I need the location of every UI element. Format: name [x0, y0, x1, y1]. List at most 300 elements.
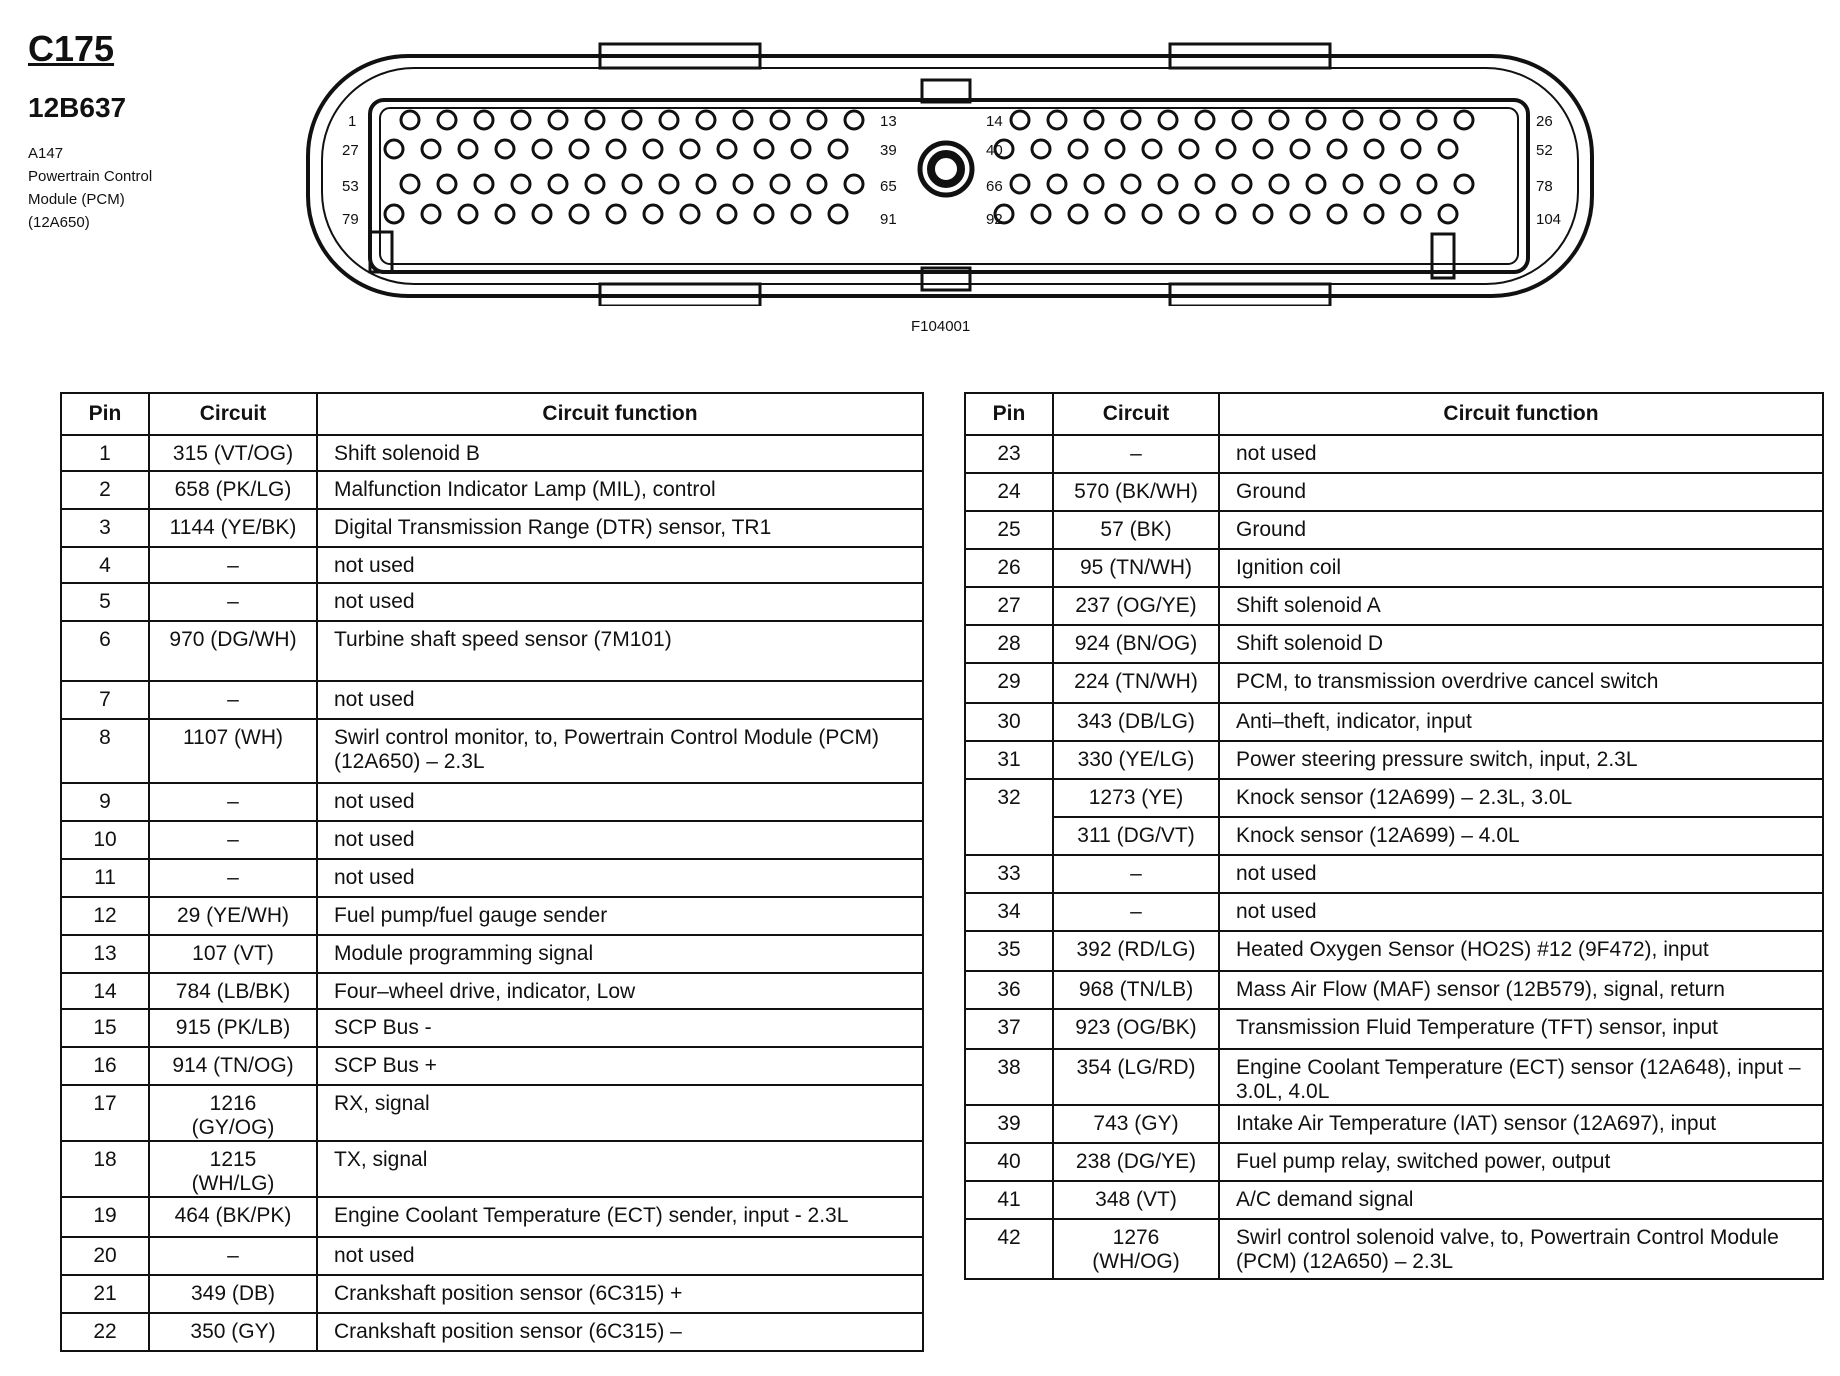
function-cell: Fuel pump relay, switched power, output: [1219, 1143, 1823, 1181]
pin-hole: [829, 205, 847, 223]
pin-cell: 25: [965, 511, 1053, 549]
function-cell: Engine Coolant Temperature (ECT) sensor (12A648), input – 3.0L, 4.0L: [1219, 1049, 1823, 1105]
pin-hole: [1032, 205, 1050, 223]
circuit-cell: 349 (DB): [149, 1275, 317, 1313]
function-cell: Anti–theft, indicator, input: [1219, 703, 1823, 741]
pin-hole: [718, 140, 736, 158]
pin-hole: [401, 175, 419, 193]
circuit-cell: 107 (VT): [149, 935, 317, 973]
pin-hole: [1291, 205, 1309, 223]
pin-hole: [623, 111, 641, 129]
pin-hole: [1196, 175, 1214, 193]
table-row: [61, 973, 923, 1009]
pin-cell: 14: [61, 973, 149, 1009]
pin-hole: [401, 111, 419, 129]
pin-cell: 4: [61, 547, 149, 583]
pin-hole: [644, 205, 662, 223]
function-cell: not used: [317, 681, 923, 719]
pin-hole: [496, 205, 514, 223]
figure-id: F104001: [911, 318, 971, 335]
pin-hole: [1328, 205, 1346, 223]
table-row: [61, 1197, 923, 1237]
table-row: [965, 549, 1823, 587]
pin-cell: 20: [61, 1237, 149, 1275]
pin-hole: [607, 140, 625, 158]
table-row: [61, 1009, 923, 1047]
circuit-cell: 968 (TN/LB): [1053, 971, 1219, 1009]
pin-hole: [792, 205, 810, 223]
table-row: [965, 1105, 1823, 1143]
function-cell: PCM, to transmission overdrive cancel switch: [1219, 663, 1823, 703]
pin-hole: [1180, 140, 1198, 158]
pin-cell: 11: [61, 859, 149, 897]
connector-housing: [308, 44, 1592, 306]
table-row: [965, 855, 1823, 893]
pin-hole: [1402, 205, 1420, 223]
table-row: [61, 681, 923, 719]
circuit-cell: –: [149, 583, 317, 621]
circuit-cell: 784 (LB/BK): [149, 973, 317, 1009]
table-row: [61, 1141, 923, 1197]
pin-hole: [660, 111, 678, 129]
circuit-cell: –: [149, 859, 317, 897]
pin-cell: 16: [61, 1047, 149, 1085]
table-row: [965, 779, 1823, 817]
pin-hole: [533, 205, 551, 223]
circuit-cell: 1276 (WH/OG): [1053, 1219, 1219, 1279]
pin-cell: 42: [965, 1219, 1053, 1279]
table-row: [965, 971, 1823, 1009]
pin-hole: [1307, 111, 1325, 129]
circuit-cell: 570 (BK/WH): [1053, 473, 1219, 511]
pin-hole: [438, 175, 456, 193]
pin-hole: [1085, 175, 1103, 193]
pin-cell: 21: [61, 1275, 149, 1313]
pin-hole: [1048, 111, 1066, 129]
pin-hole: [1217, 140, 1235, 158]
pin-hole: [1069, 205, 1087, 223]
pin-hole: [755, 140, 773, 158]
pin-hole: [549, 175, 567, 193]
pin-hole: [422, 205, 440, 223]
pin-cell: 5: [61, 583, 149, 621]
function-column-header: Circuit function: [1219, 393, 1823, 435]
function-cell: not used: [1219, 855, 1823, 893]
pin-hole: [1381, 175, 1399, 193]
pin-cell: 12: [61, 897, 149, 935]
function-cell: Power steering pressure switch, input, 2.3L: [1219, 741, 1823, 779]
pin-hole: [1418, 111, 1436, 129]
pin-hole: [1122, 175, 1140, 193]
table-row: [61, 897, 923, 935]
pin-hole: [1365, 140, 1383, 158]
connector-header: [28, 28, 152, 234]
pin-hole: [1159, 111, 1177, 129]
pin-hole: [422, 140, 440, 158]
table-row: [61, 1275, 923, 1313]
pin-cell: 19: [61, 1197, 149, 1237]
pin-cell: 40: [965, 1143, 1053, 1181]
pin-label: 104: [1536, 211, 1562, 228]
pin-hole: [1344, 111, 1362, 129]
table-row: [965, 1219, 1823, 1279]
pin-hole: [459, 140, 477, 158]
table-row: [61, 547, 923, 583]
circuit-cell: 924 (BN/OG): [1053, 625, 1219, 663]
table-row: [61, 1047, 923, 1085]
pin-hole: [438, 111, 456, 129]
circuit-cell: 350 (GY): [149, 1313, 317, 1351]
pin-cell: 7: [61, 681, 149, 719]
circuit-cell: 1273 (YE): [1053, 779, 1219, 817]
pin-label: 66: [986, 178, 1003, 195]
pin-label: 79: [342, 211, 359, 228]
function-cell: A/C demand signal: [1219, 1181, 1823, 1219]
function-cell: Four–wheel drive, indicator, Low: [317, 973, 923, 1009]
description-line: A147: [28, 145, 64, 162]
pin-hole: [734, 175, 752, 193]
function-cell: Module programming signal: [317, 935, 923, 973]
table-row: [965, 511, 1823, 549]
pin-hole: [1106, 205, 1124, 223]
function-cell: Knock sensor (12A699) – 2.3L, 3.0L: [1219, 779, 1823, 817]
pin-cell: 36: [965, 971, 1053, 1009]
function-cell: Shift solenoid A: [1219, 587, 1823, 625]
circuit-cell: –: [149, 681, 317, 719]
circuit-cell: 311 (DG/VT): [1053, 817, 1219, 855]
pin-hole: [1011, 111, 1029, 129]
pin-hole: [459, 205, 477, 223]
function-cell: Crankshaft position sensor (6C315) +: [317, 1275, 923, 1313]
circuit-cell: 29 (YE/WH): [149, 897, 317, 935]
pin-hole: [1439, 140, 1457, 158]
table-row: [965, 473, 1823, 511]
pin-cell: 33: [965, 855, 1053, 893]
pin-hole: [1069, 140, 1087, 158]
pin-table-left: [60, 392, 924, 1352]
circuit-cell: 1215 (WH/LG): [149, 1141, 317, 1197]
pin-cell: [965, 817, 1053, 855]
pin-label: 39: [880, 142, 897, 159]
pin-cell: 41: [965, 1181, 1053, 1219]
circuit-cell: 1216 (GY/OG): [149, 1085, 317, 1141]
pin-cell: 10: [61, 821, 149, 859]
pin-label: 1: [348, 113, 357, 130]
table-row: [61, 621, 923, 681]
pin-cell: 18: [61, 1141, 149, 1197]
function-cell: Shift solenoid D: [1219, 625, 1823, 663]
table-row: [61, 935, 923, 973]
pin-cell: 27: [965, 587, 1053, 625]
function-cell: TX, signal: [317, 1141, 923, 1197]
pin-cell: 29: [965, 663, 1053, 703]
pin-hole: [512, 111, 530, 129]
function-cell: Swirl control monitor, to, Powertrain Control Module (PCM) (12A650) – 2.3L: [317, 719, 923, 783]
pin-hole: [570, 140, 588, 158]
pin-hole: [533, 140, 551, 158]
pin-hole: [1180, 205, 1198, 223]
table-header-row: [61, 393, 923, 435]
function-cell: Malfunction Indicator Lamp (MIL), control: [317, 471, 923, 509]
circuit-cell: 464 (BK/PK): [149, 1197, 317, 1237]
circuit-column-header: Circuit: [149, 393, 317, 435]
pin-hole: [697, 111, 715, 129]
pin-label: 91: [880, 211, 897, 228]
function-cell: Engine Coolant Temperature (ECT) sender, input - 2.3L: [317, 1197, 923, 1237]
circuit-cell: 743 (GY): [1053, 1105, 1219, 1143]
pin-hole: [1381, 111, 1399, 129]
pin-label: 40: [986, 142, 1003, 159]
function-cell: Ignition coil: [1219, 549, 1823, 587]
pin-hole: [1011, 175, 1029, 193]
pin-hole: [607, 205, 625, 223]
pin-hole: [1233, 175, 1251, 193]
pin-hole: [1291, 140, 1309, 158]
circuit-cell: 237 (OG/YE): [1053, 587, 1219, 625]
description-line: Module (PCM): [28, 191, 125, 208]
table-row: [61, 783, 923, 821]
function-cell: not used: [317, 821, 923, 859]
pin-hole: [475, 111, 493, 129]
pin-hole: [1122, 111, 1140, 129]
pin-hole: [1233, 111, 1251, 129]
table-row: [965, 1049, 1823, 1105]
polarization-key: [920, 143, 972, 195]
pin-hole: [808, 111, 826, 129]
function-cell: Transmission Fluid Temperature (TFT) sensor, input: [1219, 1009, 1823, 1049]
circuit-cell: 354 (LG/RD): [1053, 1049, 1219, 1105]
table-row: [965, 1009, 1823, 1049]
circuit-cell: 923 (OG/BK): [1053, 1009, 1219, 1049]
function-cell: not used: [1219, 893, 1823, 931]
pin-hole: [771, 111, 789, 129]
pin-hole: [771, 175, 789, 193]
pin-cell: 38: [965, 1049, 1053, 1105]
function-cell: Digital Transmission Range (DTR) sensor, TR1: [317, 509, 923, 547]
function-cell: not used: [1219, 435, 1823, 473]
pin-label: 13: [880, 113, 897, 130]
function-cell: Turbine shaft speed sensor (7M101): [317, 621, 923, 681]
pin-cell: 37: [965, 1009, 1053, 1049]
pin-hole: [1032, 140, 1050, 158]
function-cell: Knock sensor (12A699) – 4.0L: [1219, 817, 1823, 855]
pin-hole: [792, 140, 810, 158]
pin-cell: 3: [61, 509, 149, 547]
table-row: [965, 741, 1823, 779]
pin-label: 92: [986, 211, 1003, 228]
function-cell: Mass Air Flow (MAF) sensor (12B579), signal, return: [1219, 971, 1823, 1009]
description-line: Powertrain Control: [28, 168, 153, 185]
pin-hole: [718, 205, 736, 223]
pin-hole: [660, 175, 678, 193]
pin-hole: [1270, 111, 1288, 129]
circuit-cell: 343 (DB/LG): [1053, 703, 1219, 741]
pin-hole: [1196, 111, 1214, 129]
pin-hole: [734, 111, 752, 129]
pin-cell: 39: [965, 1105, 1053, 1143]
pin-hole: [1217, 205, 1235, 223]
part-number: 12B637: [28, 92, 127, 123]
pin-hole: [1328, 140, 1346, 158]
pin-hole: [845, 175, 863, 193]
function-cell: Fuel pump/fuel gauge sender: [317, 897, 923, 935]
function-column-header: Circuit function: [317, 393, 923, 435]
table-row: [61, 1313, 923, 1351]
description-line: (12A650): [28, 214, 90, 231]
pin-hole: [1455, 111, 1473, 129]
table-row: [965, 435, 1823, 473]
pin-cell: 13: [61, 935, 149, 973]
circuit-cell: 348 (VT): [1053, 1181, 1219, 1219]
circuit-cell: 658 (PK/LG): [149, 471, 317, 509]
pin-hole: [1455, 175, 1473, 193]
pin-cell: 15: [61, 1009, 149, 1047]
pin-cell: 17: [61, 1085, 149, 1141]
circuit-cell: –: [1053, 435, 1219, 473]
function-cell: not used: [317, 1237, 923, 1275]
pin-cell: 1: [61, 435, 149, 471]
pin-cell: 26: [965, 549, 1053, 587]
circuit-cell: –: [1053, 855, 1219, 893]
pin-hole: [496, 140, 514, 158]
circuit-cell: 330 (YE/LG): [1053, 741, 1219, 779]
function-cell: Heated Oxygen Sensor (HO2S) #12 (9F472), input: [1219, 931, 1823, 971]
pin-label: 14: [986, 113, 1003, 130]
pin-hole: [1143, 140, 1161, 158]
pin-cell: 30: [965, 703, 1053, 741]
connector-id: C175: [28, 28, 115, 69]
function-cell: Shift solenoid B: [317, 435, 923, 471]
table-row: [965, 587, 1823, 625]
pin-column-header: Pin: [965, 393, 1053, 435]
table-row: [965, 703, 1823, 741]
circuit-cell: 1144 (YE/BK): [149, 509, 317, 547]
pin-hole: [681, 205, 699, 223]
circuit-cell: 1107 (WH): [149, 719, 317, 783]
pin-cell: 28: [965, 625, 1053, 663]
table-row: [61, 583, 923, 621]
function-cell: not used: [317, 583, 923, 621]
table-header-row: [965, 393, 1823, 435]
table-row: [965, 1143, 1823, 1181]
pin-column-header: Pin: [61, 393, 149, 435]
pin-hole: [623, 175, 641, 193]
table-row: [61, 435, 923, 471]
pin-hole: [1254, 140, 1272, 158]
pin-hole: [644, 140, 662, 158]
circuit-cell: 915 (PK/LB): [149, 1009, 317, 1047]
circuit-cell: –: [149, 547, 317, 583]
pin-number-labels: [342, 113, 1561, 228]
pin-label: 52: [1536, 142, 1553, 159]
function-cell: RX, signal: [317, 1085, 923, 1141]
pin-cell: 22: [61, 1313, 149, 1351]
pin-cell: 6: [61, 621, 149, 681]
pin-hole: [1418, 175, 1436, 193]
table-row: [965, 893, 1823, 931]
pin-hole: [1159, 175, 1177, 193]
connector-face-diagram: [300, 36, 1600, 306]
circuit-cell: –: [149, 1237, 317, 1275]
pin-cell: 8: [61, 719, 149, 783]
pin-hole: [1254, 205, 1272, 223]
pin-hole: [475, 175, 493, 193]
function-cell: SCP Bus +: [317, 1047, 923, 1085]
table-row: [61, 509, 923, 547]
pin-hole: [385, 140, 403, 158]
table-row: [61, 1085, 923, 1141]
pin-label: 26: [1536, 113, 1553, 130]
function-cell: Swirl control solenoid valve, to, Powertrain Control Module (PCM) (12A650) – 2.3L: [1219, 1219, 1823, 1279]
pin-hole: [1106, 140, 1124, 158]
circuit-cell: –: [1053, 893, 1219, 931]
table-row: [61, 1237, 923, 1275]
pin-hole: [586, 111, 604, 129]
table-row: [965, 931, 1823, 971]
circuit-cell: 238 (DG/YE): [1053, 1143, 1219, 1181]
pin-label: 53: [342, 178, 359, 195]
pin-label: 65: [880, 178, 897, 195]
pin-hole: [1085, 111, 1103, 129]
circuit-cell: 95 (TN/WH): [1053, 549, 1219, 587]
pin-cell: 32: [965, 779, 1053, 817]
table-row: [965, 625, 1823, 663]
table-row: [61, 821, 923, 859]
circuit-cell: 224 (TN/WH): [1053, 663, 1219, 703]
table-row: [61, 471, 923, 509]
pin-cell: 9: [61, 783, 149, 821]
pin-hole: [808, 175, 826, 193]
pin-table-right: [964, 392, 1824, 1280]
pin-hole: [570, 205, 588, 223]
circuit-cell: 57 (BK): [1053, 511, 1219, 549]
pin-hole: [586, 175, 604, 193]
circuit-cell: –: [149, 821, 317, 859]
function-cell: not used: [317, 783, 923, 821]
pin-hole: [697, 175, 715, 193]
pin-hole: [1344, 175, 1362, 193]
function-cell: Intake Air Temperature (IAT) sensor (12A697), input: [1219, 1105, 1823, 1143]
pin-hole: [829, 140, 847, 158]
pin-cell: 35: [965, 931, 1053, 971]
circuit-cell: 914 (TN/OG): [149, 1047, 317, 1085]
pin-cell: 34: [965, 893, 1053, 931]
function-cell: SCP Bus -: [317, 1009, 923, 1047]
pin-hole: [512, 175, 530, 193]
pin-hole: [681, 140, 699, 158]
pin-hole: [1365, 205, 1383, 223]
pin-hole: [845, 111, 863, 129]
circuit-column-header: Circuit: [1053, 393, 1219, 435]
pin-hole: [1307, 175, 1325, 193]
pin-hole: [549, 111, 567, 129]
pin-hole: [1402, 140, 1420, 158]
circuit-cell: 970 (DG/WH): [149, 621, 317, 681]
circuit-cell: 392 (RD/LG): [1053, 931, 1219, 971]
pin-hole: [1048, 175, 1066, 193]
circuit-cell: –: [149, 783, 317, 821]
pin-cell: 2: [61, 471, 149, 509]
function-cell: Ground: [1219, 473, 1823, 511]
pin-cell: 31: [965, 741, 1053, 779]
function-cell: Crankshaft position sensor (6C315) –: [317, 1313, 923, 1351]
pin-label: 27: [342, 142, 359, 159]
function-cell: Ground: [1219, 511, 1823, 549]
table-row: [965, 663, 1823, 703]
function-cell: not used: [317, 859, 923, 897]
table-row: [965, 817, 1823, 855]
circuit-cell: 315 (VT/OG): [149, 435, 317, 471]
